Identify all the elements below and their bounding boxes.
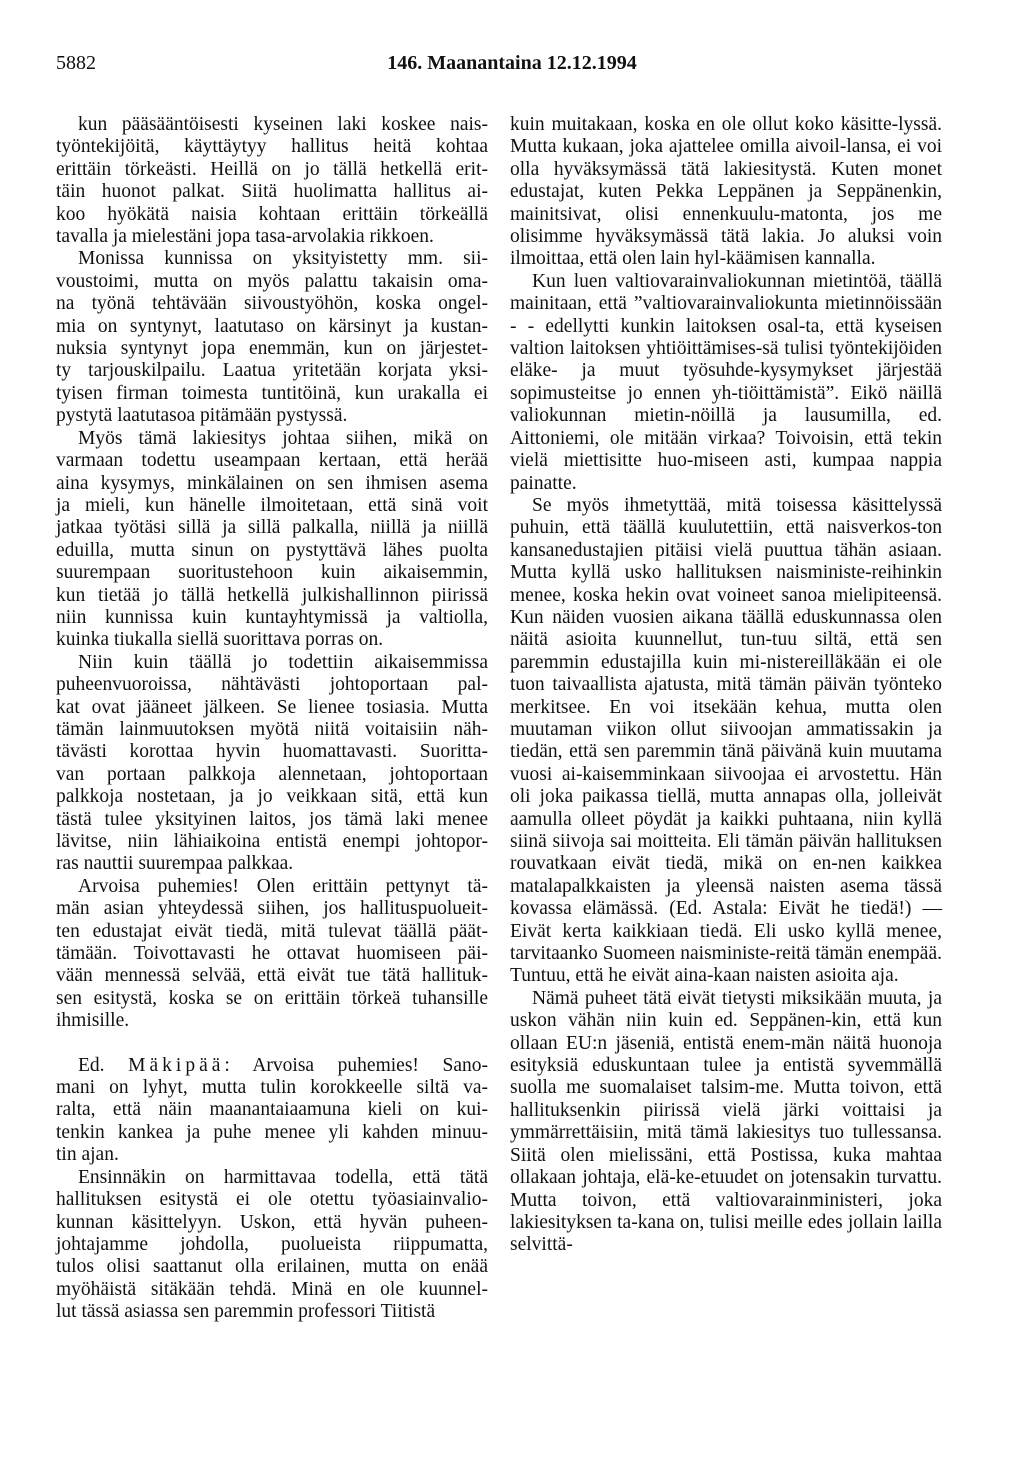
text-line: työntekijöitä, käyttäytyy hallitus heitä kohtaa bbox=[56, 136, 488, 158]
paragraph: kuin muitakaan, koska en ole ollut koko käsitte-lyssä. Mutta kukaan, joka ajattelee omilla aivoil-lansa, ei voi olla hyväksymässä tätä lakiesitystä. Kuten monet edustajat, kuten Pekka Leppänen ja Seppänenkin, mainitsivat, olisi ennenkuulu-matonta, jos me olisimme hyväksymässä tätä lakia. Jo aluksi voin ilmoittaa, että olen lain hyl-käämisen kannalla. bbox=[510, 114, 942, 270]
text-line: nuksia syntynyt jopa enemmän, kun on järjestet- bbox=[56, 338, 488, 360]
text-line: ras nauttii suurempaa palkkaa. bbox=[56, 853, 294, 875]
text-line: kuinka tiukalla siellä suorittava porras on. bbox=[56, 629, 384, 651]
text-line: täin huonot palkat. Siitä huolimatta hallitus ai- bbox=[56, 181, 488, 203]
text-line: voustoimi, mutta on myös palattu takaisin oma- bbox=[56, 270, 488, 292]
text-line: tenkin kankea ja puhe menee yli kahden minuu- bbox=[56, 1121, 488, 1143]
text-line: ja mieli, kun hänelle ilmoitetaan, että sinä voit bbox=[56, 494, 488, 516]
text-line: eduilla, mutta sinun on pystyttävä lähes puolta bbox=[56, 539, 488, 561]
text-line: lävitse, niin lähiaikoina entistä enempi johtopor- bbox=[56, 831, 488, 852]
text-line: puheenvuoroissa, nähtävästi johtoportaan pal- bbox=[56, 674, 488, 696]
left-column bbox=[56, 114, 488, 1324]
text-line: ty tarjouskilpailu. Laatua yritetään korjata yksi- bbox=[56, 360, 488, 382]
text-line: niin kunnissa kuin kuntayhtymissä ja valtiolla, bbox=[56, 606, 488, 628]
text-line: varmaan todettu useampaan kertaan, että herää bbox=[56, 450, 488, 472]
text-line: Monissa kunnissa on yksityistetty mm. sii- bbox=[78, 248, 488, 270]
speaker-line bbox=[56, 1055, 488, 1077]
text-line: ten edustajat eivät tiedä, mitä tulevat täällä päät- bbox=[56, 920, 488, 942]
text-line: lut tässä asiassa sen paremmin professori Tiitistä bbox=[56, 1301, 436, 1323]
text-line: tästä tulee yksityinen laitos, jos tämä laki menee bbox=[56, 808, 488, 830]
text-line: mia on syntynyt, laatutaso on kärsinyt ja kustan- bbox=[56, 315, 488, 337]
text-line: tävästi korottaa hyvin huomattavasti. Suoritta- bbox=[56, 741, 488, 763]
paragraph: Se myös ihmetyttää, mitä toisessa käsittelyssä puhuin, että täällä kuulutettiin, että naisverkos-ton kansanedustajien pitäisi vielä puuttua tähän asiaan. Mutta kyllä usko hallituksen naisministe-reihinkin menee, koska hekin ovat voineet sanoa mielipiteensä. Kun näiden vuosien aikana täällä eduskunnassa olen näitä asioita kuunnellut, tun-tuu siltä, että sen paremmin edustajilla kuin mi-nistereilläkään ei ole tuon taivaallista ajatusta, mitä tämän päivän työnteko merkitsee. En voi itsekään kehua, mutta olen muutaman viikon ollut siivoojan ammatissakin ja tiedän, että sen paremmin tänä päivänä kuin muutama vuosi ai-kaisemminkaan siivoojaa ei arvostettu. Hän oli joka paikassa tiellä, mutta annapas olla, jolleivät aamulla olleet pöydät ja kaikki puhtaana, niin kyllä siinä siivoja sai moitteita. Eli tämän päivän hallituksen rouvatkaan eivät tiedä, mikä on en-nen kaikkea matalapalkkaisten ja yleensä naisten asema tässä kovassa elämässä. (Ed. Astala: Eivät he tiedä!) — Eivät kerta kaikkiaan tiedä. Eli usko kyllä menee, tarvitaanko Suomeen naisministe-reitä tämän enempää. Tuntuu, että he eivät aina-kaan naisten asioita aja. bbox=[510, 494, 942, 987]
text-line: johtajamme johdolla, puolueista riippumatta, bbox=[56, 1233, 488, 1255]
speech-makipaa bbox=[56, 1077, 488, 1323]
text-line: tyisen firman toimesta tuntitöinä, kun urakalla ei bbox=[56, 382, 488, 404]
text-line: van portaan palkkoja alennetaan, johtoportaan bbox=[56, 763, 488, 785]
text-line: pystytä laatutasoa pitämään pystyssä. bbox=[56, 405, 348, 427]
text-line: ralta, että näin maanantaiaamuna kieli on kui- bbox=[56, 1099, 488, 1121]
text-line: kat ovat jääneet jälkeen. Se lienee tosiasia. Mutta bbox=[56, 696, 488, 718]
text-line: kunnan käsittelyyn. Uskon, että hyvän puheen- bbox=[56, 1211, 488, 1233]
text-line: mani on lyhyt, mutta tulin korokkeelle siltä va- bbox=[56, 1077, 488, 1099]
text-line: suurempaan suoritustehoon kuin aikaisemmin, bbox=[56, 562, 488, 584]
text-line: myöhäistä sitäkään tehdä. Minä en ole kuunnel- bbox=[56, 1278, 488, 1300]
text-line: hallituksen esitystä ei ole otettu työasiainvalio- bbox=[56, 1189, 488, 1211]
text-line: palkkoja nostetaan, ja jo veikkaan sitä, että kun bbox=[56, 786, 488, 808]
speaker-name: Mäkipää bbox=[128, 1054, 225, 1076]
text-line: Niin kuin täällä jo todettiin aikaisemmissa bbox=[78, 651, 488, 673]
text-line: män asian yhteydessä siihen, jos hallituspuolueit- bbox=[56, 898, 488, 920]
paragraph: Kun luen valtiovarainvaliokunnan mietintöä, täällä mainitaan, että ”valtiovarainvaliokunta mietinnöissään - - edellytti kunkin laitoksen osal-ta, että kyseisen valtion laitoksen yhtiöittämises-sä tulisi työntekijöiden eläke- ja muut työsuhde-kysymykset järjestää sopimusteitse jo ennen yh-tiöittämistä”. Eikö näillä valiokunnan mietin-nöillä ja lausumilla, ed. Aittoniemi, ole mitään virkaa? Toivoisin, että tekin vielä miettisitte huo-miseen asti, kumpaa nappia painatte. bbox=[510, 270, 942, 494]
speech-gap bbox=[56, 1033, 488, 1055]
text-line: tämään. Toivottavasti he ottavat huomiseen päi- bbox=[56, 943, 488, 965]
text-line: koo hyökätä naisia kohtaan erittäin törkeällä bbox=[56, 203, 488, 225]
text-line: jatkaa työtäsi sillä ja sillä palkalla, niillä ja niillä bbox=[56, 517, 488, 539]
text-line: tämän lainmuutoksen myötä niitä voitaisiin näh- bbox=[56, 718, 488, 740]
text-line: kun pääsääntöisesti kyseinen laki koskee nais- bbox=[78, 114, 488, 135]
text-line: Ensinnäkin on harmittavaa todella, että tätä bbox=[78, 1166, 488, 1188]
speaker-prefix: Ed. bbox=[78, 1054, 105, 1076]
paragraph: Nämä puheet tätä eivät tietysti miksikään muuta, ja uskon vähän niin kuin ed. Seppänen-kin, että kun ollaan EU:n jäseniä, entistä enem-män näitä huonoja esityksiä eduskuntaan tulee ja entistä syvemmällä suolla me suomalaiset talsim-me. Mutta toivon, että hallituksenkin piirissä vielä järki voittaisi ja ymmärrettäisiin, mitä tämä lakiesitys tuo tullessansa. Siitä olen mielissäni, että Postissa, kuka mahtaa ollakaan johtaja, elä-ke-etuudet on jotensakin turvattu. Mutta toivon, että valtiovarainministeri, joka lakiesityksen ta-kana on, tulisi meille edes jollain lailla selvittä- bbox=[510, 987, 942, 1256]
text-line: sen esitystä, koska se on erittäin törkeä tuhansille bbox=[56, 987, 488, 1009]
text-line: aina kysymys, minkälainen on sen ihmisen asema bbox=[56, 472, 488, 494]
text-line: tulos olisi saattanut olla erilainen, mutta on enää bbox=[56, 1256, 488, 1278]
text-line: tin ajan. bbox=[56, 1144, 119, 1166]
speech-continuation bbox=[56, 114, 488, 1033]
page-header: 146. Maanantaina 12.12.1994 bbox=[387, 52, 637, 74]
text-line: Arvoisa puhemies! Olen erittäin pettynyt tä- bbox=[78, 875, 488, 897]
text-line: Myös tämä lakiesitys johtaa siihen, mikä on bbox=[78, 427, 488, 449]
text-line: tavalla ja mielestäni jopa tasa-arvolakia rikkoen. bbox=[56, 226, 434, 248]
page-number: 5882 bbox=[56, 52, 96, 74]
right-column bbox=[510, 114, 942, 1257]
text-line: ihmisille. bbox=[56, 1010, 130, 1032]
text-line: erittäin törkeästi. Heillä on jo tällä hetkellä erit- bbox=[56, 158, 488, 180]
text-line: na työnä tehtävään siivoustyöhön, koska ongel- bbox=[56, 293, 488, 315]
text-line: kun tietää jo tällä hetkellä julkishallinnon piirissä bbox=[56, 584, 488, 606]
text-line: vään mennessä selvää, että eivät tue tätä hallituk- bbox=[56, 965, 488, 987]
speaker-line-rest: : Arvoisa puhemies! Sano- bbox=[224, 1054, 488, 1076]
